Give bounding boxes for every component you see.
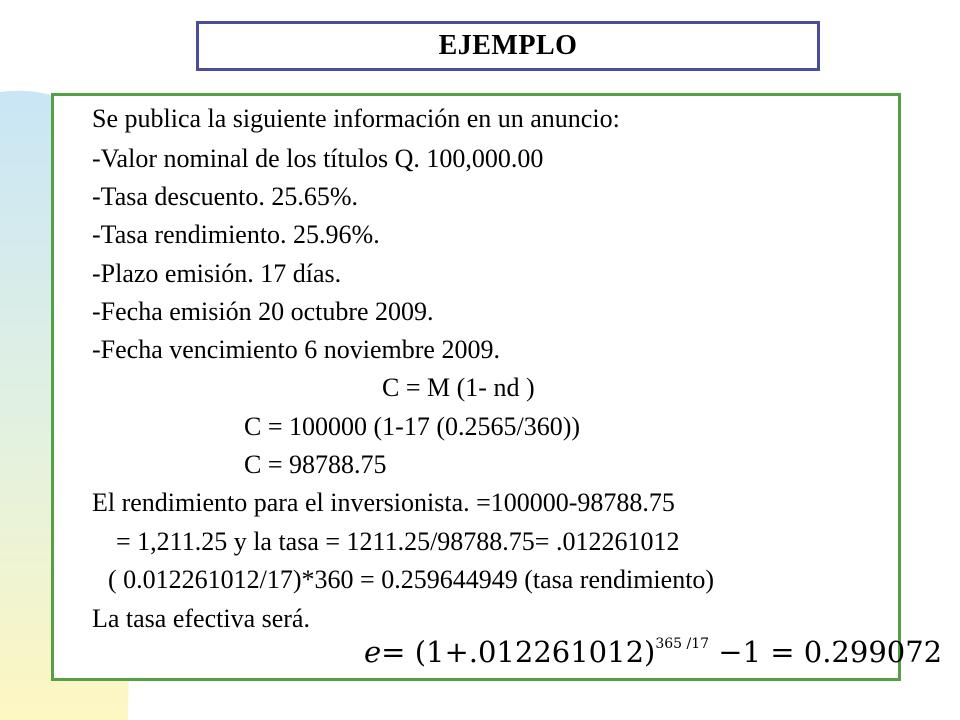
text-line: El rendimiento para el inversionista. =100000-98788.75: [92, 488, 675, 517]
formula-base: = (1+.012261012): [381, 635, 656, 669]
page-title: EJEMPLO: [438, 30, 578, 61]
title-box: [196, 21, 820, 71]
effective-rate-formula: [364, 632, 942, 672]
text-line: -Tasa descuento. 25.65%.: [92, 182, 359, 211]
text-line: Se publica la siguiente información en un anuncio:: [92, 104, 620, 133]
formula-line: C = M (1- nd ): [382, 373, 535, 402]
text-line: La tasa efectiva será.: [92, 604, 310, 633]
formula-result: −1 = 0.299072: [709, 635, 943, 669]
text-line: ( 0.012261012/17)*360 = 0.259644949 (tasa rendimiento): [108, 565, 715, 594]
text-line: -Fecha vencimiento 6 noviembre 2009.: [92, 335, 500, 364]
formula-variable: e: [364, 635, 382, 669]
formula-line: C = 98788.75: [244, 450, 387, 479]
formula-exponent: 365 /17: [655, 636, 710, 652]
text-line: -Plazo emisión. 17 días.: [92, 259, 342, 288]
text-line: -Tasa rendimiento. 25.96%.: [92, 220, 380, 249]
text-line: = 1,211.25 y la tasa = 1211.25/98788.75= .012261012: [116, 527, 680, 556]
text-line: -Valor nominal de los títulos Q. 100,000.00: [92, 144, 544, 173]
formula-line: C = 100000 (1-17 (0.2565/360)): [244, 412, 581, 441]
text-line: -Fecha emisión 20 octubre 2009.: [92, 297, 434, 326]
